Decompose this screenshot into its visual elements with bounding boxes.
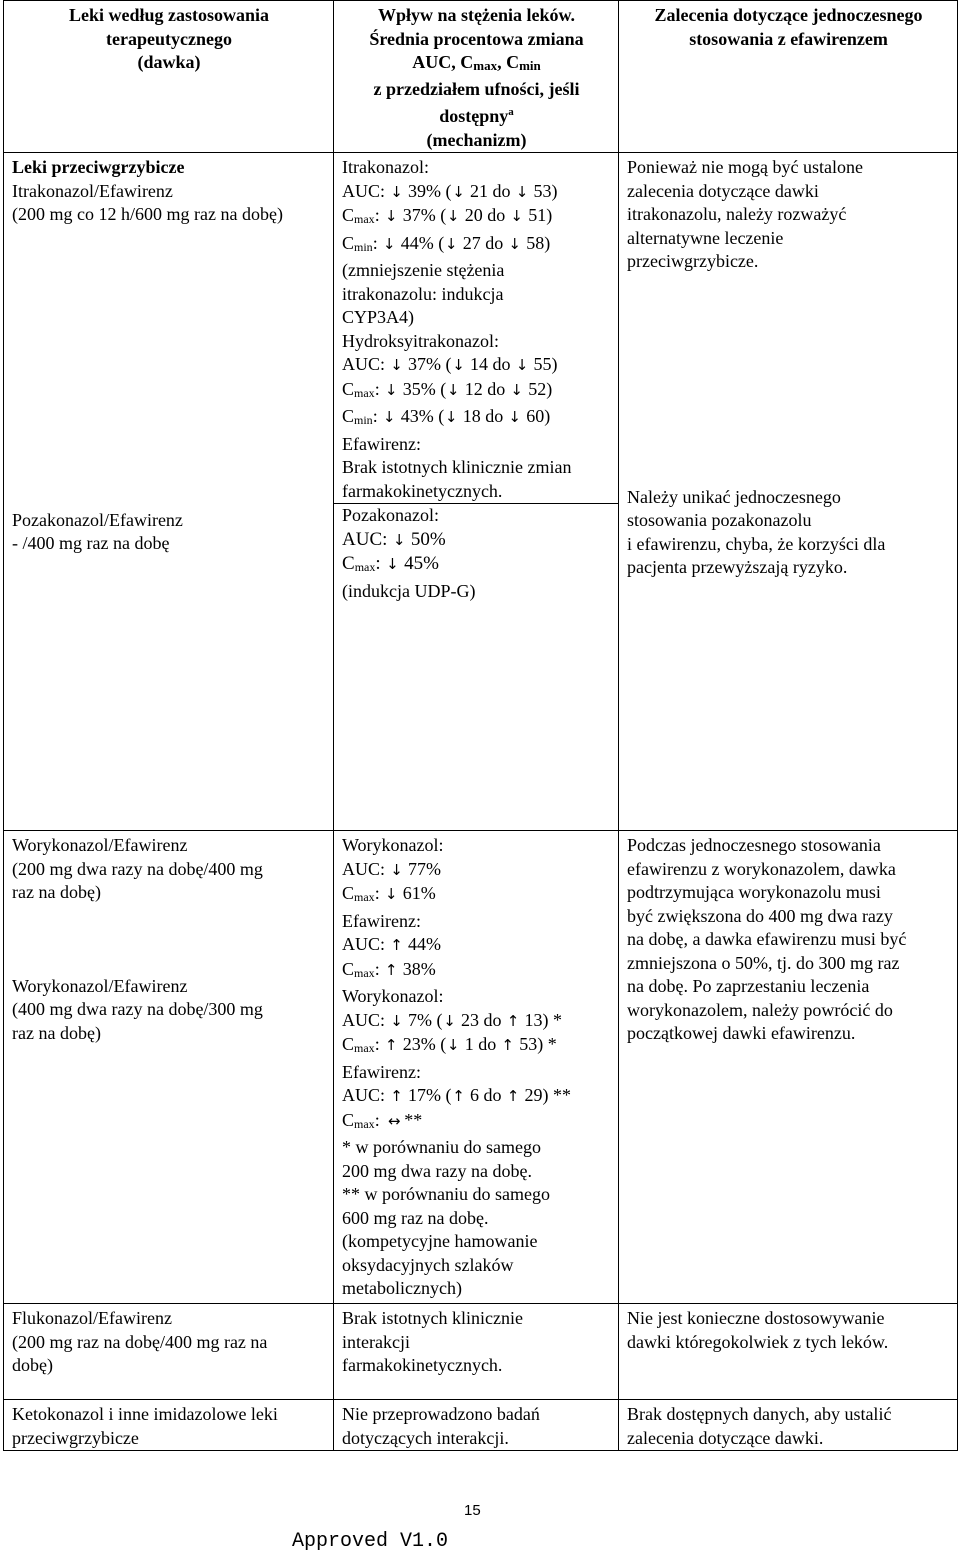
table-row bbox=[4, 1400, 958, 1451]
drug-name: Worykonazol/Efawirenz bbox=[12, 975, 188, 996]
effect-cell bbox=[334, 153, 619, 831]
superscript: a bbox=[508, 106, 514, 118]
drug-name: Pozakonazol/Efawirenz bbox=[12, 509, 183, 530]
recommendation-text: itrakonazolu, należy rozważyć bbox=[627, 204, 847, 224]
arrow-both-icon: ↔ bbox=[387, 1111, 401, 1130]
recommendation-cell bbox=[619, 153, 958, 831]
auc-line: AUC: ↓ 77% bbox=[342, 858, 611, 883]
recommendation-text: przeciwgrzybicze. bbox=[627, 251, 759, 271]
header-text: , C bbox=[497, 52, 520, 72]
arrow-up-icon: ↑ bbox=[390, 936, 403, 954]
arrow-up-icon: ↑ bbox=[384, 960, 398, 979]
recommendation-text: zmniejszona o 50%, tj. do 300 mg raz bbox=[627, 952, 900, 973]
drug-label: Worykonazol: bbox=[342, 835, 444, 855]
cmax-line: Cmax: ↑ 38% bbox=[342, 958, 611, 986]
arrow-down-icon: ↓ bbox=[384, 207, 398, 225]
arrow-up-icon: ↑ bbox=[506, 1087, 520, 1105]
effect-text: farmakokinetycznych. bbox=[342, 480, 503, 501]
recommendation-text: dawki któregokolwiek z tych leków. bbox=[627, 1331, 889, 1352]
drug-dose: dobę) bbox=[12, 1355, 53, 1375]
cmax-line: Cmax: ↓ 45% bbox=[342, 552, 611, 580]
header-line: Wpływ na stężenia leków. bbox=[377, 5, 575, 25]
recommendation-text: początkowej dawki efawirenzu. bbox=[627, 1023, 856, 1043]
drug-label: Efawirenz: bbox=[342, 1061, 421, 1082]
drug-name: Itrakonazol/Efawirenz bbox=[12, 180, 173, 201]
arrow-up-icon: ↑ bbox=[384, 1036, 398, 1054]
auc-line: AUC: ↓ 7% (↓ 23 do ↑ 13) * bbox=[342, 1009, 611, 1034]
recommendation-cell bbox=[619, 1304, 958, 1400]
drug-interaction-table bbox=[3, 0, 958, 1451]
drug-cell bbox=[4, 831, 334, 1304]
mechanism-text: (zmniejszenie stężenia bbox=[342, 260, 505, 280]
drug-dose: - /400 mg raz na dobę bbox=[12, 533, 170, 553]
arrow-down-icon: ↓ bbox=[510, 207, 523, 225]
subscript: max bbox=[473, 58, 498, 73]
effect-text: Nie przeprowadzono badań bbox=[342, 1404, 540, 1424]
mechanism-text: CYP3A4) bbox=[342, 307, 415, 327]
arrow-down-icon: ↓ bbox=[446, 1036, 460, 1054]
auc-line: AUC: ↑ 17% (↑ 6 do ↑ 29) ** bbox=[342, 1084, 611, 1109]
recommendation-text: Brak dostępnych danych, aby ustalić bbox=[627, 1404, 892, 1424]
table-header-row bbox=[4, 1, 958, 153]
arrow-down-icon: ↓ bbox=[446, 380, 460, 399]
category-heading: Leki przeciwgrzybicze bbox=[12, 157, 185, 177]
note-text: * w porównaniu do samego bbox=[342, 1137, 541, 1157]
arrow-up-icon: ↑ bbox=[452, 1087, 465, 1105]
note-text: 600 mg raz na dobę. bbox=[342, 1207, 489, 1228]
mechanism-text: (kompetycyjne hamowanie bbox=[342, 1231, 538, 1251]
arrow-down-icon: ↓ bbox=[384, 885, 398, 903]
mechanism-text: oksydacyjnych szlaków bbox=[342, 1254, 514, 1275]
recommendation-text: i efawirenzu, chyba, że korzyści dla bbox=[627, 533, 886, 554]
auc-line: AUC: ↓ 39% (↓ 21 do ↓ 53) bbox=[342, 180, 611, 205]
spacer bbox=[12, 227, 326, 509]
drug-label: Pozakonazol: bbox=[342, 505, 439, 525]
arrow-down-icon: ↓ bbox=[515, 356, 529, 374]
header-line: stosowania z efawirenzem bbox=[689, 28, 888, 49]
note-text: 200 mg dwa razy na dobę. bbox=[342, 1160, 532, 1181]
arrow-up-icon: ↑ bbox=[390, 1087, 403, 1105]
header-line: terapeutycznego bbox=[106, 28, 232, 49]
arrow-down-icon: ↓ bbox=[444, 408, 458, 426]
drug-dose: raz na dobę) bbox=[12, 882, 101, 902]
recommendation-text: stosowania pozakonazolu bbox=[627, 510, 812, 530]
arrow-down-icon: ↓ bbox=[392, 530, 406, 549]
page-number: 15 bbox=[464, 1502, 481, 1519]
header-line: Zalecenia dotyczące jednoczesnego bbox=[654, 5, 923, 25]
header-line: Średnia procentowa zmiana bbox=[369, 28, 584, 49]
effect-text: Brak istotnych klinicznie bbox=[342, 1308, 523, 1328]
recommendation-text: być zwiększona do 400 mg dwa razy bbox=[627, 905, 893, 926]
arrow-down-icon: ↓ bbox=[510, 380, 523, 399]
arrow-down-icon: ↓ bbox=[382, 408, 396, 426]
arrow-down-icon: ↓ bbox=[452, 356, 465, 374]
header-recommendation-column bbox=[619, 1, 958, 153]
recommendation-text: zalecenia dotyczące dawki. bbox=[627, 1427, 824, 1448]
recommendation-text: Nie jest konieczne dostosowywanie bbox=[627, 1308, 885, 1328]
cmin-line: Cmin: ↓ 44% (↓ 27 do ↓ 58) bbox=[342, 232, 611, 260]
header-line: Leki według zastosowania bbox=[68, 5, 270, 25]
arrow-down-icon: ↓ bbox=[515, 182, 529, 201]
drug-cell bbox=[4, 1400, 334, 1451]
arrow-down-icon: ↓ bbox=[390, 1011, 403, 1030]
recommendation-text: podtrzymująca worykonazolu musi bbox=[627, 882, 881, 902]
cmax-line: Cmax: ↑ 23% (↓ 1 do ↑ 53) * bbox=[342, 1033, 611, 1061]
drug-dose: (400 mg dwa razy na dobę/300 mg bbox=[12, 999, 263, 1019]
drug-label: Efawirenz: bbox=[342, 433, 421, 454]
table-row bbox=[4, 831, 958, 1304]
arrow-down-icon: ↓ bbox=[508, 234, 521, 253]
drug-cell bbox=[4, 1304, 334, 1400]
mechanism-text: (indukcja UDP-G) bbox=[342, 580, 476, 601]
spacer bbox=[627, 274, 950, 486]
drug-cell bbox=[4, 153, 334, 831]
header-line bbox=[342, 101, 611, 129]
arrow-down-icon: ↓ bbox=[390, 182, 403, 201]
recommendation-text: Należy unikać jednoczesnego bbox=[627, 486, 841, 507]
auc-line: AUC: ↓ 50% bbox=[342, 528, 611, 553]
table-row bbox=[4, 153, 958, 831]
mechanism-text: metabolicznych) bbox=[342, 1278, 462, 1298]
arrow-up-icon: ↑ bbox=[501, 1036, 514, 1054]
drug-dose: raz na dobę) bbox=[12, 1022, 101, 1043]
arrow-down-icon: ↓ bbox=[444, 234, 458, 253]
arrow-down-icon: ↓ bbox=[390, 356, 403, 374]
drug-label: Worykonazol: bbox=[342, 986, 444, 1006]
header-line bbox=[342, 51, 611, 78]
effect-cell bbox=[334, 1400, 619, 1451]
effect-text: interakcji bbox=[342, 1331, 410, 1352]
drug-dose: (200 mg dwa razy na dobę/400 mg bbox=[12, 858, 263, 879]
header-line: (dawka) bbox=[137, 52, 201, 72]
recommendation-text: Podczas jednoczesnego stosowania bbox=[627, 835, 881, 855]
effect-cell bbox=[334, 1304, 619, 1400]
cmax-line: Cmax: ↔ ** bbox=[342, 1109, 611, 1137]
recommendation-text: zalecenia dotyczące dawki bbox=[627, 180, 819, 201]
cmin-line: Cmin: ↓ 43% (↓ 18 do ↓ 60) bbox=[342, 405, 611, 433]
header-drug-column bbox=[4, 1, 334, 153]
drug-dose: (200 mg co 12 h/600 mg raz na dobę) bbox=[12, 204, 283, 224]
recommendation-text: Ponieważ nie mogą być ustalone bbox=[627, 157, 863, 177]
drug-name: Ketokonazol i inne imidazolowe leki bbox=[12, 1404, 278, 1424]
effect-text: dotyczących interakcji. bbox=[342, 1427, 509, 1448]
arrow-down-icon: ↓ bbox=[508, 408, 521, 426]
cmax-line: Cmax: ↓ 37% (↓ 20 do ↓ 51) bbox=[342, 204, 611, 232]
header-line: (mechanizm) bbox=[426, 129, 527, 150]
arrow-down-icon: ↓ bbox=[384, 380, 398, 399]
note-text: ** w porównaniu do samego bbox=[342, 1184, 550, 1204]
drug-name: przeciwgrzybicze bbox=[12, 1427, 139, 1448]
arrow-up-icon: ↑ bbox=[506, 1011, 520, 1030]
drug-label: Efawirenz: bbox=[342, 910, 421, 931]
recommendation-text: na dobę, a dawka efawirenzu musi być bbox=[627, 929, 907, 949]
effect-cell bbox=[334, 831, 619, 1304]
drug-dose: (200 mg raz na dobę/400 mg raz na bbox=[12, 1331, 268, 1352]
arrow-down-icon: ↓ bbox=[386, 555, 399, 573]
recommendation-cell bbox=[619, 1400, 958, 1451]
arrow-down-icon: ↓ bbox=[382, 234, 396, 253]
header-text: AUC, C bbox=[412, 52, 474, 72]
mechanism-text: itrakonazolu: indukcja bbox=[342, 283, 504, 304]
arrow-down-icon: ↓ bbox=[452, 182, 465, 201]
arrow-down-icon: ↓ bbox=[390, 860, 403, 879]
drug-name: Flukonazol/Efawirenz bbox=[12, 1308, 172, 1328]
approved-stamp: Approved V1.0 bbox=[292, 1530, 449, 1553]
drug-label: Hydroksyitrakonazol: bbox=[342, 330, 499, 351]
spacer bbox=[12, 905, 326, 975]
recommendation-text: pacjenta przewyższają ryzyko. bbox=[627, 557, 848, 577]
drug-name: Worykonazol/Efawirenz bbox=[12, 835, 188, 855]
arrow-down-icon: ↓ bbox=[446, 207, 460, 225]
auc-line: AUC: ↓ 37% (↓ 14 do ↓ 55) bbox=[342, 353, 611, 378]
subscript: min bbox=[519, 58, 541, 73]
auc-line: AUC: ↑ 44% bbox=[342, 933, 611, 958]
recommendation-text: efawirenzu z worykonazolem, dawka bbox=[627, 858, 896, 879]
cmax-line: Cmax: ↓ 61% bbox=[342, 882, 611, 910]
effect-text: farmakokinetycznych. bbox=[342, 1355, 503, 1375]
header-line: z przedziałem ufności, jeśli bbox=[373, 78, 580, 99]
recommendation-cell bbox=[619, 831, 958, 1304]
header-effect-column bbox=[334, 1, 619, 153]
drug-label: Itrakonazol: bbox=[342, 157, 429, 177]
arrow-down-icon: ↓ bbox=[443, 1011, 456, 1030]
recommendation-text: alternatywne leczenie bbox=[627, 227, 784, 248]
header-text: dostępny bbox=[439, 106, 509, 126]
cmax-line: Cmax: ↓ 35% (↓ 12 do ↓ 52) bbox=[342, 378, 611, 406]
table-row bbox=[4, 1304, 958, 1400]
recommendation-text: worykonazolem, należy powrócić do bbox=[627, 999, 893, 1020]
recommendation-text: na dobę. Po zaprzestaniu leczenia bbox=[627, 976, 870, 996]
effect-text: Brak istotnych klinicznie zmian bbox=[342, 457, 572, 477]
